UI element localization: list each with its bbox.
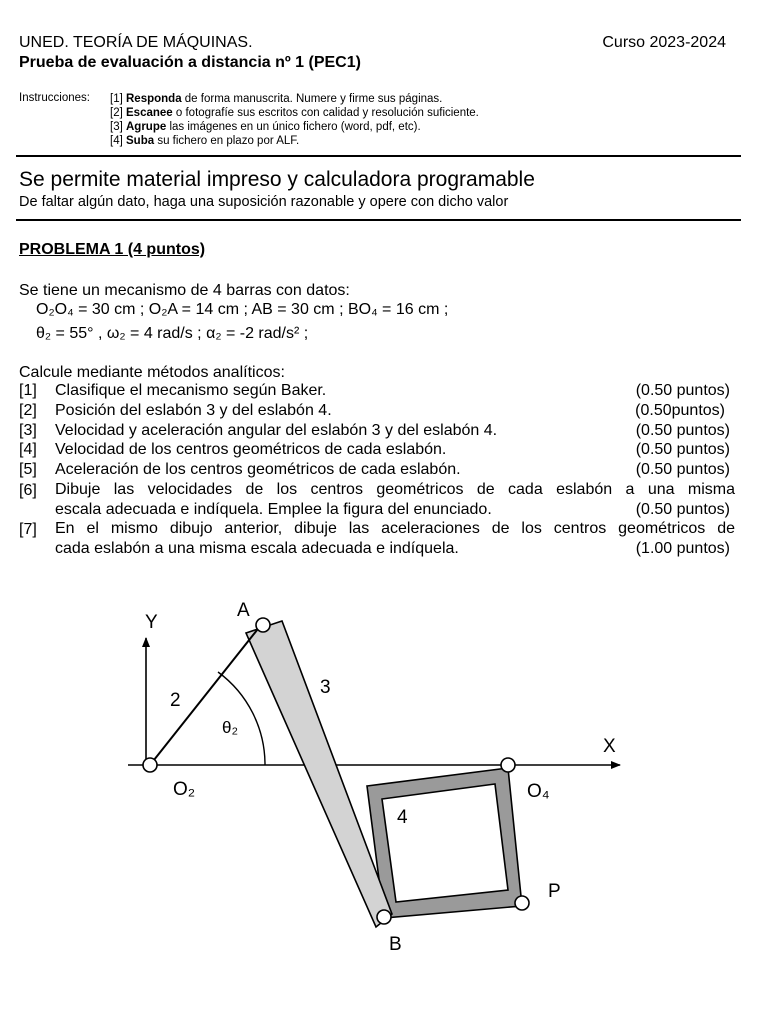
divider — [16, 219, 741, 221]
instructions-label: Instrucciones: — [19, 92, 90, 104]
label-theta2: θ₂ — [222, 718, 239, 737]
label-b: B — [389, 934, 402, 955]
label-4: 4 — [397, 807, 408, 828]
label-p: P — [548, 881, 561, 902]
test-title: Prueba de evaluación a distancia nº 1 (PEC1) — [19, 54, 361, 71]
problem-data-kinematics: θ₂ = 55° , ω₂ = 4 rad/s ; α₂ = -2 rad/s² ; — [36, 325, 309, 342]
question-row: [3] Velocidad y aceleración angular del eslabón 3 y del eslabón 4. (0.50 puntos) — [19, 422, 730, 439]
institution-title: UNED. TEORÍA DE MÁQUINAS. — [19, 34, 253, 51]
link-4-inner — [382, 784, 508, 902]
problem-heading: PROBLEMA 1 (4 puntos) — [19, 241, 206, 258]
joint-o4 — [501, 758, 515, 772]
question-row: cada eslabón a una misma escala adecuada e indíquela. (1.00 puntos) — [55, 540, 730, 557]
question-row: escala adecuada e indíquela. Emplee la figura del enunciado. (0.50 puntos) — [55, 501, 730, 518]
divider — [16, 155, 741, 157]
problem-intro: Se tiene un mecanismo de 4 barras con datos: — [19, 282, 350, 299]
question-row: [1] Clasifique el mecanismo según Baker. (0.50 puntos) — [19, 382, 730, 399]
question-row: [4] Velocidad de los centros geométricos de cada eslabón. (0.50 puntos) — [19, 441, 730, 458]
instruction-item: [2] Escanee o fotografíe sus escritos con calidad y resolución suficiente. — [110, 107, 479, 119]
question-6-num: [6] — [19, 482, 37, 499]
link-3 — [246, 621, 392, 927]
joint-p — [515, 896, 529, 910]
joint-b — [377, 910, 391, 924]
question-7-num: [7] — [19, 521, 37, 538]
course-year: Curso 2023-2024 — [602, 34, 726, 51]
label-y: Y — [145, 612, 158, 633]
link-2 — [150, 625, 261, 765]
label-a: A — [237, 600, 250, 621]
mechanism-figure — [0, 580, 768, 970]
label-o4: O₄ — [527, 781, 550, 802]
problem-data-lengths: O₂O₄ = 30 cm ; O₂A = 14 cm ; AB = 30 cm ; BO₄ = 16 cm ; — [36, 301, 449, 318]
joint-o2 — [143, 758, 157, 772]
question-row: [5] Aceleración de los centros geométricos de cada eslabón. (0.50 puntos) — [19, 461, 730, 478]
instruction-item: [1] Responda de forma manuscrita. Numere y firme sus páginas. — [110, 93, 443, 105]
label-x: X — [603, 736, 616, 757]
notice-title: Se permite material impreso y calculadora programable — [19, 168, 535, 191]
question-row: [2] Posición del eslabón 3 y del eslabón 4. (0.50puntos) — [19, 402, 725, 419]
question-7-line1: En el mismo dibujo anterior, dibuje las aceleraciones de los centros geométricos de — [55, 520, 735, 537]
instruction-item: [4] Suba su fichero en plazo por ALF. — [110, 135, 300, 147]
label-3: 3 — [320, 677, 331, 698]
instruction-item: [3] Agrupe las imágenes en un único fichero (word, pdf, etc). — [110, 121, 421, 133]
joint-a — [256, 618, 270, 632]
label-2: 2 — [170, 690, 181, 711]
question-6-line1: Dibuje las velocidades de los centros geométricos de cada eslabón a una misma — [55, 481, 735, 498]
notice-subtitle: De faltar algún dato, haga una suposición razonable y opere con dicho valor — [19, 194, 509, 210]
label-o2: O₂ — [173, 779, 196, 800]
problem-methods: Calcule mediante métodos analíticos: — [19, 364, 285, 381]
